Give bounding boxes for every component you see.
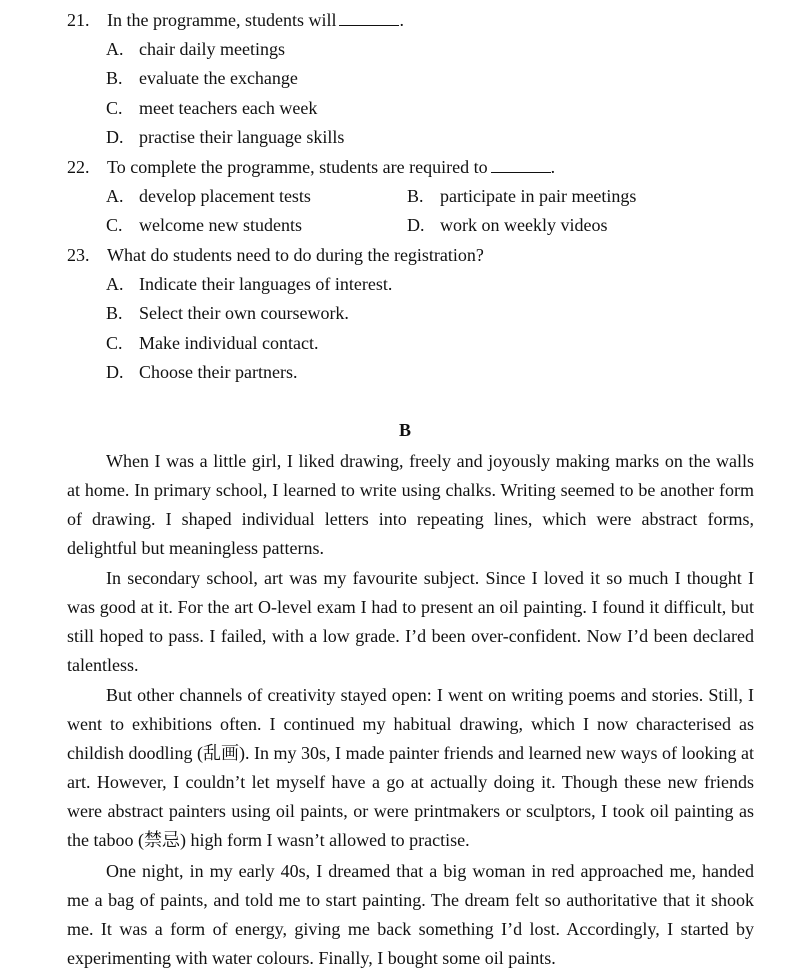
question-number: 21. [67,10,90,30]
option-22d: D. work on weekly videos [407,215,608,235]
answer-blank [491,158,551,173]
question-22: 22. To complete the programme, students are required to . [67,157,556,177]
question-number: 22. [67,157,90,177]
section-heading: B [398,420,411,440]
question-23 [67,244,484,266]
question-stem: In the programme, students will [107,10,337,30]
paragraph-2: In secondary school, art was my favourite subject. Since I loved it so much I thought I was good at it. For the art O-level exam I had to present an oil painting. I found it difficult, but still hoped to pass. I failed, with a low grade. I’d been over-confident. Now I’d been declared talentless. [67,568,754,676]
answer-blank [339,11,399,26]
paragraph-1: When I was a little girl, I liked drawing, freely and joyously making marks on the walls at home. In primary school, I learned to write using chalks. Writing seemed to be another form of drawing. I shaped individual letters into repeating lines, which were abstract forms, delightful but meaningless patterns. [67,451,754,559]
option-21a: A. chair daily meetings [106,39,285,59]
option-22c: C. welcome new students [106,215,302,235]
paragraph-4: One night, in my early 40s, I dreamed that a big woman in red approached me, handed me a bag of paints, and told me to start painting. The dream felt so authoritative that it shook me. It was a form of energy, giving me back something I’d lost. Accordingly, I started by experimenting with water colours. Finally, I bought some oil paints. [67,861,754,969]
option-21d: D. practise their language skills [106,127,345,147]
option-21b: B. evaluate the exchange [106,68,298,88]
option-23d: D. Choose their partners. [106,362,298,382]
option-23c: C. Make individual contact. [106,333,319,353]
option-23b: B. Select their own coursework. [106,303,349,323]
question-stem: To complete the programme, students are required to [107,157,488,177]
option-21c: C. meet teachers each week [106,98,318,118]
option-23a: A. Indicate their languages of interest. [106,274,393,294]
option-22a: A. develop placement tests [106,186,311,206]
question-21: 21. In the programme, students will . [67,10,404,30]
question-stem: What do students need to do during the registration? [107,245,484,265]
option-22b: B. participate in pair meetings [407,186,637,206]
question-number: 23. [67,245,90,265]
paragraph-3: But other channels of creativity stayed open: I went on writing poems and stories. Still, I went to exhibitions often. I continued my habitual drawing, which I now characterised as childish doodling (乱画). In my 30s, I made painter friends and learned new ways of looking at art. However, I couldn’t let myself have a go at actually doing it. Though these new friends were abstract painters using oil paints, or were printmakers or sculptors, I took oil painting as the taboo (禁忌) high form I wasn’t allowed to practise. [67,685,754,851]
